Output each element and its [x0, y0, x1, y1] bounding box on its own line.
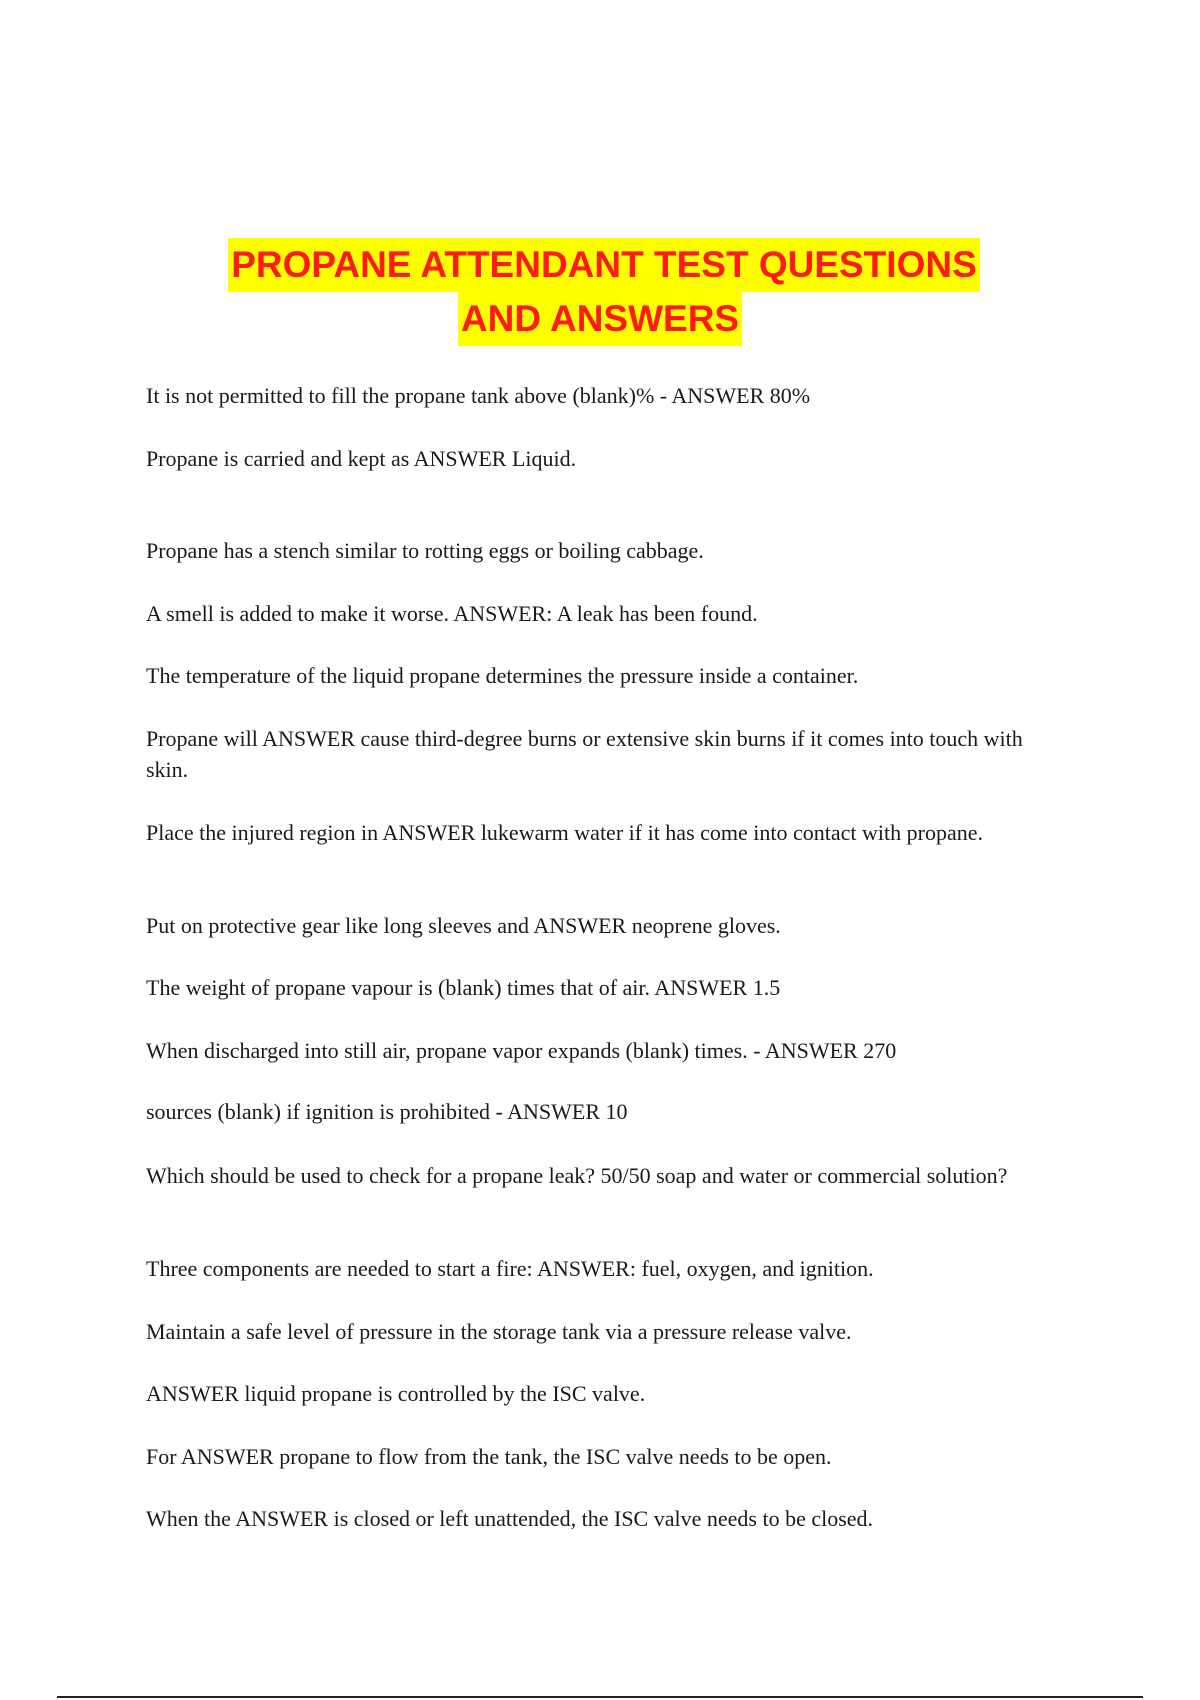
paragraph: Propane is carried and kept as ANSWER Liquid.	[146, 446, 577, 471]
paragraph: For ANSWER propane to flow from the tank, the ISC valve needs to be open.	[146, 1444, 832, 1469]
paragraph: When the ANSWER is closed or left unattended, the ISC valve needs to be closed.	[146, 1506, 874, 1531]
paragraph: Three components are needed to start a fire: ANSWER: fuel, oxygen, and ignition.	[146, 1256, 874, 1281]
paragraph: Propane will ANSWER cause third-degree burns or extensive skin burns if it comes into touch with skin.	[146, 726, 1023, 782]
document-title	[0, 238, 1200, 346]
paragraph: Put on protective gear like long sleeves and ANSWER neoprene gloves.	[146, 913, 781, 938]
paragraph: A smell is added to make it worse. ANSWER: A leak has been found.	[146, 601, 758, 626]
paragraph: ANSWER liquid propane is controlled by the ISC valve.	[146, 1381, 646, 1406]
paragraph: Propane has a stench similar to rotting eggs or boiling cabbage.	[146, 538, 704, 563]
title-line-2: AND ANSWERS	[458, 292, 742, 346]
paragraph: When discharged into still air, propane vapor expands (blank) times. - ANSWER 270	[146, 1038, 897, 1063]
paragraph: Which should be used to check for a propane leak? 50/50 soap and water or commercial solution?	[146, 1163, 1008, 1188]
paragraph: It is not permitted to fill the propane tank above (blank)% - ANSWER 80%	[146, 383, 811, 408]
paragraph: The temperature of the liquid propane determines the pressure inside a container.	[146, 663, 859, 688]
title-line-1: PROPANE ATTENDANT TEST QUESTIONS	[228, 238, 980, 292]
footer-divider	[57, 1696, 1143, 1698]
paragraph: The weight of propane vapour is (blank) times that of air. ANSWER 1.5	[146, 975, 781, 1000]
paragraph: Place the injured region in ANSWER lukewarm water if it has come into contact with propane.	[146, 820, 983, 845]
paragraph: sources (blank) if ignition is prohibited - ANSWER 10	[146, 1099, 628, 1124]
paragraph: Maintain a safe level of pressure in the storage tank via a pressure release valve.	[146, 1319, 852, 1344]
